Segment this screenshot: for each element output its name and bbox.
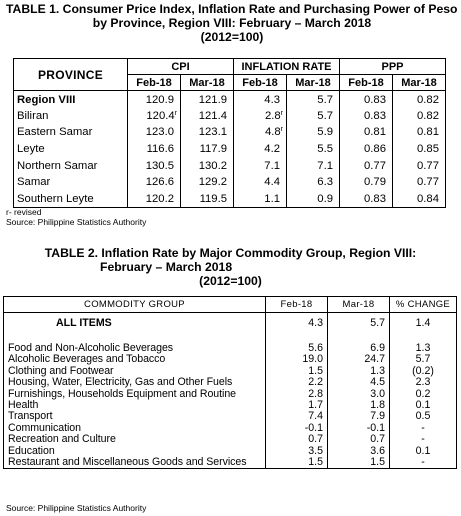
- value-cell: 123.1: [181, 125, 234, 142]
- feb-value: 19.0: [266, 354, 328, 365]
- value-cell: 5.7: [287, 108, 340, 125]
- change-value: 0.1: [390, 446, 457, 457]
- value-cell: 123.0: [128, 125, 181, 142]
- province-name: Northern Samar: [17, 159, 98, 172]
- feb-value: 1.7: [266, 400, 328, 411]
- table2-title: [0, 246, 461, 288]
- commodity-name: Restaurant and Miscellaneous Goods and Services: [8, 456, 247, 469]
- value-cell: 7.1: [287, 158, 340, 175]
- value-cell: 0.85: [393, 141, 446, 158]
- value-cell: 0.77: [393, 174, 446, 191]
- value-cell: 0.81: [340, 125, 393, 142]
- value-cell: 117.9: [181, 141, 234, 158]
- revised-note: r- revised: [6, 207, 42, 217]
- change-value: 1.3: [390, 343, 457, 354]
- commodity-group-header: COMMODITY GROUP: [4, 297, 266, 313]
- mar-value: 1.5: [328, 457, 390, 469]
- commodity-name: Housing, Water, Electricity, Gas and Other Fuels: [8, 376, 233, 389]
- value-cell: 0.83: [340, 108, 393, 125]
- commodity-row: [4, 434, 457, 445]
- feb-value: 5.6: [266, 343, 328, 354]
- value-cell: 2.8$^r$: [234, 108, 287, 125]
- commodity-name: Communication: [8, 421, 81, 434]
- cpi-group-header: CPI: [128, 59, 234, 75]
- feb-value: 3.5: [266, 446, 328, 457]
- period-header: Mar-18: [393, 75, 446, 91]
- table1-source: Source: Philippine Statistics Authority: [6, 217, 147, 227]
- value-cell: 130.5: [128, 158, 181, 175]
- mar-value: -0.1: [328, 423, 390, 434]
- all-items-row: [4, 313, 457, 335]
- value-cell: 0.81: [393, 125, 446, 142]
- province-name: Eastern Samar: [17, 126, 93, 139]
- change-header: % CHANGE: [390, 297, 457, 313]
- value-cell: 116.6: [128, 141, 181, 158]
- value-cell: 7.1: [234, 158, 287, 175]
- change-value: 2.3: [390, 377, 457, 388]
- province-name: Region VIII: [17, 94, 76, 106]
- commodity-row: [4, 389, 457, 400]
- commodity-name: Education: [8, 444, 55, 457]
- inflation-group-header: INFLATION RATE: [234, 59, 340, 75]
- value-cell: 0.82: [393, 91, 446, 109]
- value-cell: 120.2: [128, 191, 181, 208]
- revised-mark: r: [174, 109, 177, 117]
- mar-value: 24.7: [328, 354, 390, 365]
- table1-title-line3: (2012=100): [200, 30, 264, 44]
- feb-value: 0.7: [266, 434, 328, 445]
- feb-header: Feb-18: [266, 297, 328, 313]
- period-header: Feb-18: [128, 75, 181, 91]
- province-row: [14, 191, 446, 208]
- province-name: Samar: [17, 176, 51, 189]
- value-cell: 5.9: [287, 125, 340, 142]
- feb-value: 1.5: [266, 457, 328, 469]
- revised-mark: r: [280, 126, 283, 134]
- all-items-label: ALL ITEMS: [56, 317, 112, 329]
- value-cell: 6.3: [287, 174, 340, 191]
- value-cell: 121.9: [181, 91, 234, 109]
- value-cell: 1.1: [234, 191, 287, 208]
- ppp-group-header: PPP: [340, 59, 446, 75]
- value-cell: 4.3: [234, 91, 287, 109]
- change-value: 0.1: [390, 400, 457, 411]
- value-cell: 121.4: [181, 108, 234, 125]
- feb-value: 7.4: [266, 411, 328, 422]
- all-items-change: 1.4: [390, 313, 457, 335]
- all-items-feb: 4.3: [266, 313, 328, 335]
- change-value: -: [390, 434, 457, 445]
- table1-title-line1: TABLE 1. Consumer Price Index, Inflation Rate and Purchasing Power of Peso: [6, 2, 458, 16]
- all-items-mar: 5.7: [328, 313, 390, 335]
- value-cell: 120.4$^r$: [128, 108, 181, 125]
- value-cell: 0.86: [340, 141, 393, 158]
- commodity-name: Furnishings, Households Equipment and Routine: [8, 387, 237, 400]
- value-cell: 130.2: [181, 158, 234, 175]
- value-cell: 0.84: [393, 191, 446, 208]
- commodity-inflation-table: [3, 296, 457, 469]
- period-header: Feb-18: [340, 75, 393, 91]
- province-row: [14, 158, 446, 175]
- value-cell: 126.6: [128, 174, 181, 191]
- value-cell: 4.4: [234, 174, 287, 191]
- mar-value: 1.3: [328, 366, 390, 377]
- value-cell: 0.83: [340, 191, 393, 208]
- change-value: -: [390, 423, 457, 434]
- commodity-name: Clothing and Footwear: [8, 364, 114, 377]
- change-value: (0.2): [390, 366, 457, 377]
- value-cell: 0.77: [393, 158, 446, 175]
- province-name: Southern Leyte: [17, 192, 94, 205]
- value-cell: 5.5: [287, 141, 340, 158]
- mar-header: Mar-18: [328, 297, 390, 313]
- mar-value: 6.9: [328, 343, 390, 354]
- value-cell: 0.77: [340, 158, 393, 175]
- feb-value: 1.5: [266, 366, 328, 377]
- commodity-name: Food and Non-Alcoholic Beverages: [8, 342, 174, 354]
- value-cell: 119.5: [181, 191, 234, 208]
- table2-source: Source: Philippine Statistics Authority: [6, 503, 147, 513]
- period-header: Mar-18: [287, 75, 340, 91]
- period-header: Feb-18: [234, 75, 287, 91]
- value-cell: 0.83: [340, 91, 393, 109]
- revised-mark: r: [280, 109, 283, 117]
- change-value: 0.5: [390, 411, 457, 422]
- province-row: [14, 174, 446, 191]
- province-name: Biliran: [17, 109, 49, 122]
- value-cell: 129.2: [181, 174, 234, 191]
- mar-value: 3.6: [328, 446, 390, 457]
- value-cell: 0.9: [287, 191, 340, 208]
- change-value: 0.2: [390, 389, 457, 400]
- cpi-inflation-ppp-table: [13, 58, 446, 208]
- value-cell: 0.82: [393, 108, 446, 125]
- commodity-name: Health: [8, 399, 39, 412]
- province-row: [14, 91, 446, 109]
- commodity-name: Alcoholic Beverages and Tobacco: [8, 353, 166, 366]
- commodity-name: Transport: [8, 410, 53, 423]
- table1-title-line2: by Province, Region VIII: February – March 2018: [92, 16, 372, 30]
- period-header: Mar-18: [181, 75, 234, 91]
- value-cell: 5.7: [287, 91, 340, 109]
- change-value: -: [390, 457, 457, 469]
- feb-value: 2.8: [266, 389, 328, 400]
- province-row: [14, 141, 446, 158]
- value-cell: 120.9: [128, 91, 181, 109]
- province-header: PROVINCE: [14, 59, 128, 91]
- mar-value: 3.0: [328, 389, 390, 400]
- change-value: 5.7: [390, 354, 457, 365]
- province-name: Leyte: [17, 142, 45, 155]
- table2-title-line2: February – March 2018: [100, 260, 233, 274]
- value-cell: 0.79: [340, 174, 393, 191]
- table1-title: [6, 2, 458, 44]
- commodity-row: [4, 400, 457, 411]
- table2-title-line3: (2012=100): [199, 274, 262, 288]
- province-row: [14, 125, 446, 142]
- commodity-row: [4, 457, 457, 469]
- mar-value: 1.8: [328, 400, 390, 411]
- commodity-row: [4, 377, 457, 388]
- feb-value: 2.2: [266, 377, 328, 388]
- mar-value: 7.9: [328, 411, 390, 422]
- value-cell: 4.8$^r$: [234, 125, 287, 142]
- table2-title-line1: TABLE 2. Inflation Rate by Major Commodity Group, Region VIII:: [44, 246, 417, 260]
- mar-value: 0.7: [328, 434, 390, 445]
- mar-value: 4.5: [328, 377, 390, 388]
- province-row: [14, 108, 446, 125]
- feb-value: -0.1: [266, 423, 328, 434]
- value-cell: 4.2: [234, 141, 287, 158]
- commodity-name: Recreation and Culture: [8, 433, 116, 446]
